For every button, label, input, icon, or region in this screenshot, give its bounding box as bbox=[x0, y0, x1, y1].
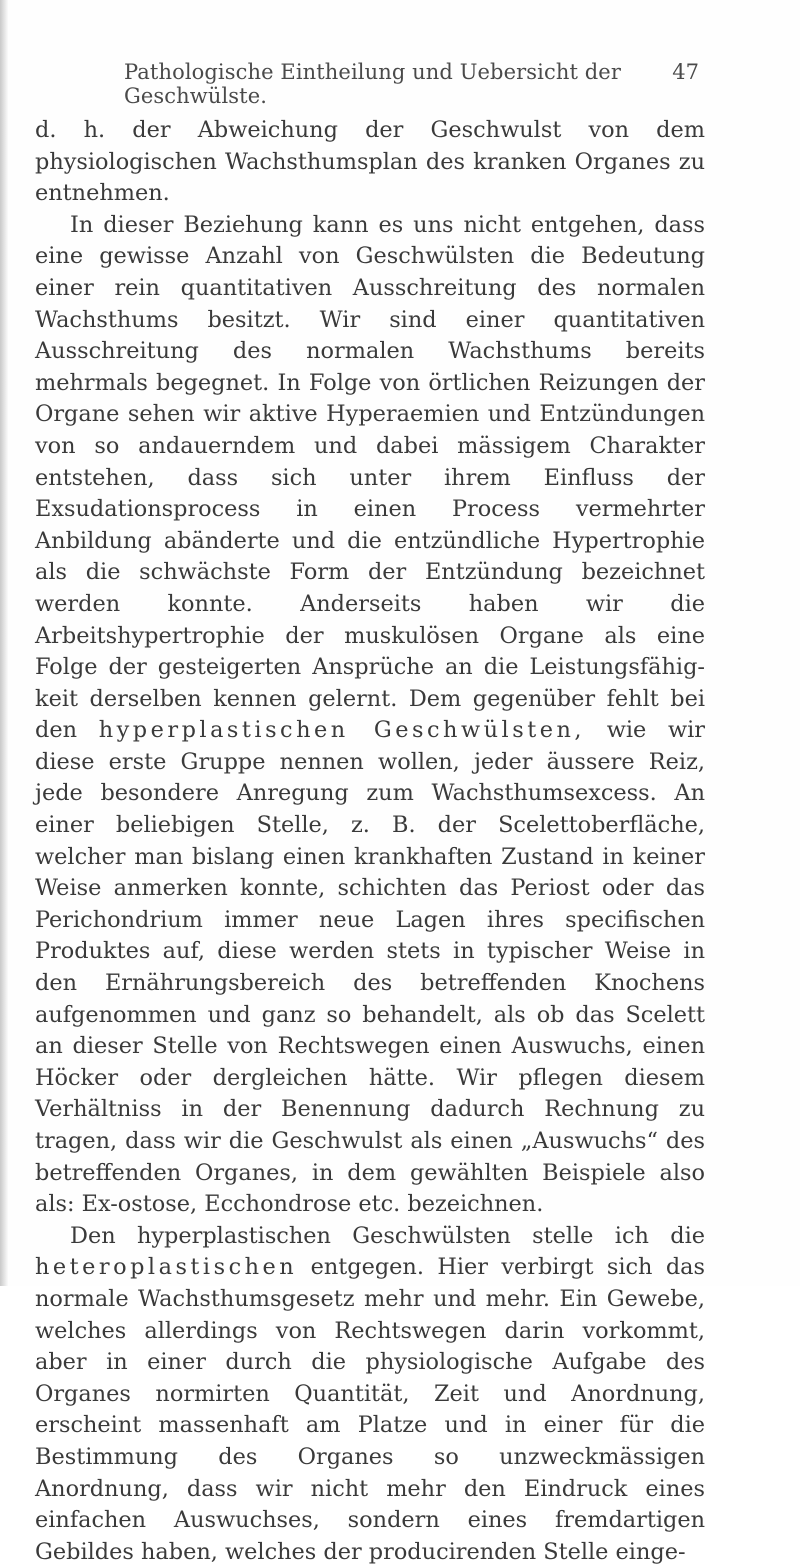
paragraph-heteroplastic bbox=[35, 1221, 705, 1568]
body-text bbox=[35, 115, 705, 1568]
binding-gutter-shadow bbox=[0, 0, 8, 1286]
paragraph-text: entgegen. Hier verbirgt sich das normale Wachsthumsgesetz mehr und mehr. Ein Gewebe, welches allerdings von Rechtswegen darin vorkommt, aber in einer durch die physiologische Aufgabe des Organes normirten Quantität, Zeit und Anordnung, erscheint massenhaft am Platze und in einer für die Bestimmung des Organes so unzweckmässigen Anordnung, dass wir nicht mehr den Eindruck eines einfachen Auswuchses, sondern eines fremdartigen Gebildes haben, welches der producirenden Stelle einge- bbox=[35, 1254, 705, 1565]
paragraph-continuation: d. h. der Abweichung der Geschwulst von dem physiologischen Wachsthumsplan des kranken Organes zu entnehmen. bbox=[35, 117, 705, 207]
emphasized-term: heteroplastischen bbox=[35, 1254, 298, 1281]
running-head bbox=[124, 60, 699, 108]
emphasized-term: hyperplastischen Geschwülsten, bbox=[98, 717, 585, 744]
paragraph-hyperplastic bbox=[35, 210, 705, 1221]
page-number: 47 bbox=[672, 60, 699, 84]
paragraph-text: In dieser Beziehung kann es uns nicht entgehen, dass eine gewisse Anzahl von Geschwülsten die Bedeutung einer rein quantitativen Ausschreitung des normalen Wachsthums besitzt. Wir sind einer quantitativen Ausschreitung des normalen Wachsthums bereits mehrmals begegnet. In Folge von örtlichen Reizungen der Organe sehen wir aktive Hyperaemien und Entzündungen von so andauerndem und dabei mässigem Charakter entstehen, dass sich unter ihrem Einfluss der Exsudationsprocess in einen Process vermehrter Anbildung abänderte und die entzündliche Hypertrophie als die schwächste Form der Entzündung bezeichnet werden konnte. Anderseits haben wir die Arbeitshypertrophie der muskulösen Organe als eine Folge der gesteigerten Ansprüche an die Leistungsfähigkeit derselben kennen gelernt. Dem gegenüber fehlt bei den bbox=[35, 211, 705, 744]
paragraph-text: wie wir diese erste Gruppe nennen wollen, jeder äussere Reiz, jede besondere Anregung zum Wachsthumsexcess. An einer beliebigen Stelle, z. B. der Scelettoberfläche, welcher man bislang einen krankhaften Zustand in keiner Weise anmerken konnte, schichten das Periost oder das Perichondrium immer neue Lagen ihres specifischen Produktes auf, diese werden stets in typischer Weise in den Ernährungsbereich des betreffenden Knochens aufgenommen und ganz so behandelt, als ob das Scelett an dieser Stelle von Rechtswegen einen Auswuchs, einen Höcker oder dergleichen hätte. Wir pflegen diesem Verhältniss in der Benennung dadurch Rechnung zu tragen, dass wir die Geschwulst als einen „Auswuchs“ des betreffenden Organes, in dem gewählten Beispiele also als: Ex-ostose, Ecchondrose etc. bezeichnen. bbox=[35, 717, 706, 1218]
running-title: Pathologische Eintheilung und Uebersicht der Geschwülste. bbox=[124, 60, 621, 108]
paragraph-text: Den hyperplastischen Geschwülsten stelle ich die bbox=[70, 1222, 705, 1249]
